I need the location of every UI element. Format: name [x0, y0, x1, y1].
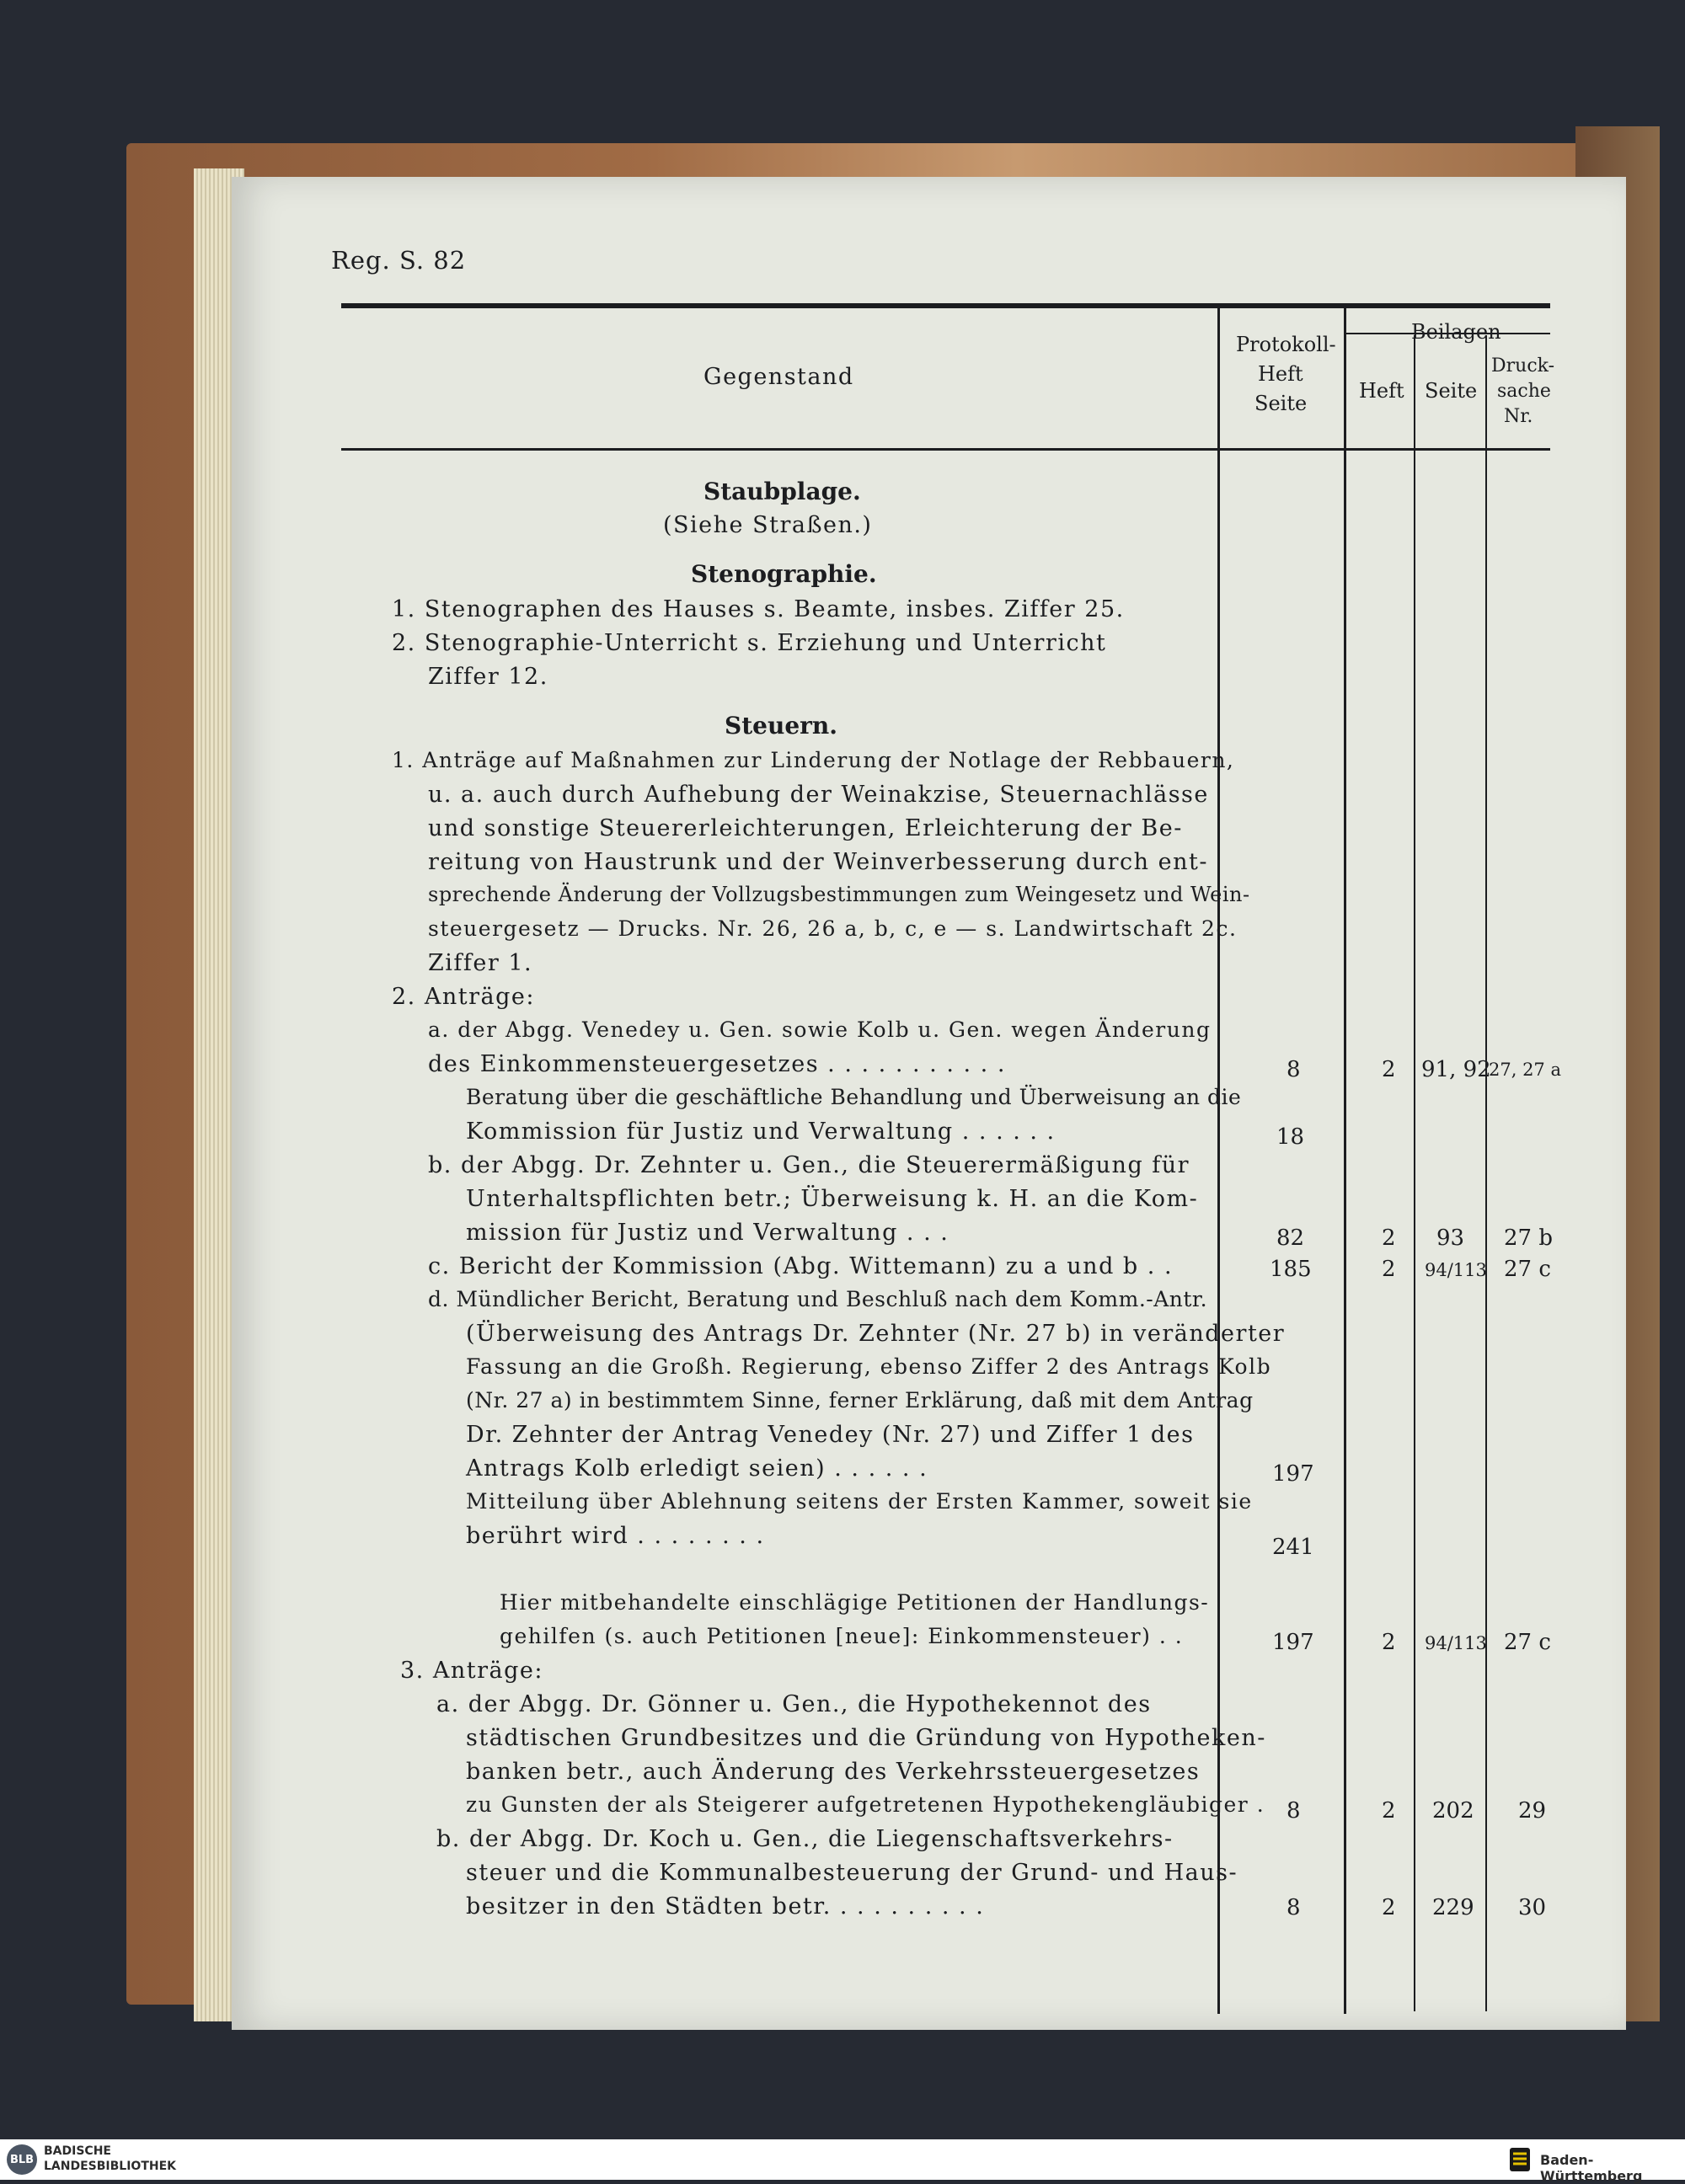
entry-line: 3. Anträge: [400, 1658, 543, 1684]
beilage-heft: 2 [1382, 1630, 1396, 1655]
entry-line: mission für Justiz und Verwaltung . . . [466, 1220, 949, 1246]
entry-line: c. Bericht der Kommission (Abg. Wittemann) zu a und b . . [428, 1253, 1174, 1279]
entry-line: 1. Anträge auf Maßnahmen zur Linderung der Notlage der Rebbauern, [392, 748, 1235, 772]
protokoll-seite: 197 [1272, 1461, 1314, 1487]
protokoll-seite: 82 [1276, 1225, 1305, 1251]
beilage-heft: 2 [1382, 1225, 1396, 1251]
beilage-seite: 91, 92 [1421, 1057, 1491, 1082]
entry-line: Antrags Kolb erledigt seien) . . . . . . [466, 1455, 928, 1482]
column-header-drucksache-3: Nr. [1504, 406, 1533, 427]
entry-line: 2. Stenographie-Unterricht s. Erziehung und Unterricht [392, 630, 1107, 656]
header-bottom-rule [341, 448, 1550, 451]
column-header-drucksache-1: Druck- [1491, 355, 1555, 376]
beilage-seite: 93 [1436, 1225, 1465, 1251]
protokoll-seite: 8 [1286, 1895, 1301, 1920]
running-header: Reg. S. 82 [331, 246, 467, 275]
column-header-heft: Heft [1359, 379, 1404, 403]
column-rule-seite [1414, 335, 1415, 2011]
library-name-line1: BADISCHE [44, 2144, 111, 2158]
entry-line: Kommission für Justiz und Verwaltung . . . . . . [466, 1119, 1056, 1145]
protokoll-seite: 18 [1276, 1124, 1305, 1150]
entry-line: berührt wird . . . . . . . . [466, 1523, 765, 1549]
baden-wuerttemberg-crest-icon [1508, 2146, 1532, 2173]
column-rule-protokoll [1217, 308, 1220, 2014]
drucksache-nr: 27, 27 a [1489, 1060, 1561, 1080]
entry-line: b. der Abgg. Dr. Zehnter u. Gen., die Steuerermäßigung für [428, 1152, 1190, 1178]
entry-line: (Überweisung des Antrags Dr. Zehnter (Nr. 27 b) in veränderter [466, 1321, 1286, 1347]
entry-line: des Einkommensteuergesetzes . . . . . . . . . . . [428, 1051, 1006, 1077]
column-header-drucksache-2: sache [1497, 381, 1551, 402]
column-header-protokoll-1: Protokoll- [1236, 333, 1336, 356]
section-heading: Steuern. [725, 712, 837, 740]
beilage-heft: 2 [1382, 1798, 1396, 1824]
beilage-seite: 94/113 [1425, 1633, 1487, 1653]
entry-line: banken betr., auch Änderung des Verkehrssteuergesetzes [466, 1759, 1201, 1785]
entry-line: städtischen Grundbesitzes und die Gründung von Hypotheken- [466, 1725, 1266, 1751]
entry-line: u. a. auch durch Aufhebung der Weinakzise, Steuernachlässe [428, 782, 1209, 808]
beilage-seite: 94/113 [1425, 1260, 1487, 1280]
section-heading: Stenographie. [691, 560, 877, 588]
entry-line: 2. Anträge: [392, 984, 535, 1010]
drucksache-nr: 29 [1518, 1798, 1547, 1824]
protokoll-seite: 8 [1286, 1798, 1301, 1824]
scanned-page [232, 177, 1626, 2030]
column-rule-drucksache [1485, 335, 1487, 2011]
entry-line: Beratung über die geschäftliche Behandlung und Überweisung an die [466, 1085, 1242, 1109]
entry-line: besitzer in den Städten betr. . . . . . . . . . [466, 1893, 985, 1920]
entry-line: 1. Stenographen des Hauses s. Beamte, insbes. Ziffer 25. [392, 596, 1125, 622]
entry-line: Fassung an die Großh. Regierung, ebenso Ziffer 2 des Antrags Kolb [466, 1354, 1272, 1379]
entry-line: und sonstige Steuererleichterungen, Erleichterung der Be- [428, 815, 1183, 841]
section-heading: Staubplage. [703, 478, 861, 505]
state-name: Baden-Württemberg [1540, 2152, 1643, 2184]
entry-line: gehilfen (s. auch Petitionen [neue]: Einkommensteuer) . . [500, 1624, 1184, 1648]
viewer-footer [0, 2139, 1685, 2184]
entry-line: sprechende Änderung der Vollzugsbestimmungen zum Weingesetz und Wein- [428, 883, 1250, 906]
protokoll-seite: 197 [1272, 1630, 1314, 1655]
column-header-beilagen: Beilagen [1411, 320, 1501, 344]
entry-line: Mitteilung über Ablehnung seitens der Ersten Kammer, soweit sie [466, 1489, 1253, 1514]
entry-line: steuergesetz — Drucks. Nr. 26, 26 a, b, c, e — s. Landwirtschaft 2c. [428, 916, 1238, 941]
beilage-heft: 2 [1382, 1257, 1396, 1282]
entry-line: Dr. Zehnter der Antrag Venedey (Nr. 27) und Ziffer 1 des [466, 1422, 1195, 1448]
entry-line: Hier mitbehandelte einschlägige Petitionen der Handlungs- [500, 1590, 1210, 1615]
protokoll-seite: 8 [1286, 1057, 1301, 1082]
entry-line: reitung von Haustrunk und der Weinverbesserung durch ent- [428, 849, 1208, 875]
beilage-seite: 202 [1432, 1798, 1474, 1824]
protokoll-seite: 241 [1272, 1535, 1314, 1560]
column-header-protokoll-3: Seite [1254, 392, 1308, 415]
drucksache-nr: 30 [1518, 1895, 1547, 1920]
beilage-heft: 2 [1382, 1057, 1396, 1082]
library-name-line2: LANDESBIBLIOTHEK [44, 2160, 177, 2173]
header-top-rule [341, 303, 1550, 308]
entry-line: zu Gunsten der als Steigerer aufgetretenen Hypothekengläubiger . [466, 1792, 1265, 1817]
column-rule-heft [1344, 308, 1346, 2014]
drucksache-nr: 27 b [1504, 1225, 1553, 1251]
column-header-seite: Seite [1425, 379, 1478, 403]
entry-line: a. der Abgg. Dr. Gönner u. Gen., die Hypothekennot des [436, 1691, 1152, 1717]
entry-line: b. der Abgg. Dr. Koch u. Gen., die Liegenschaftsverkehrs- [436, 1826, 1174, 1852]
entry-line: a. der Abgg. Venedey u. Gen. sowie Kolb u. Gen. wegen Änderung [428, 1017, 1212, 1042]
entry-line: (Siehe Straßen.) [663, 512, 873, 538]
entry-line: Unterhaltspflichten betr.; Überweisung k. H. an die Kom- [466, 1186, 1199, 1212]
blb-logo-icon[interactable]: BLB [7, 2144, 37, 2175]
entry-line: steuer und die Kommunalbesteuerung der Grund- und Haus- [466, 1860, 1238, 1886]
entry-line: Ziffer 12. [428, 664, 548, 690]
entry-line: d. Mündlicher Bericht, Beratung und Beschluß nach dem Komm.-Antr. [428, 1287, 1208, 1311]
entry-line: Ziffer 1. [428, 950, 533, 976]
protokoll-seite: 185 [1270, 1257, 1312, 1282]
entry-line: (Nr. 27 a) in bestimmtem Sinne, ferner Erklärung, daß mit dem Antrag [466, 1388, 1254, 1412]
beilage-heft: 2 [1382, 1895, 1396, 1920]
column-header-protokoll-2: Heft [1258, 362, 1303, 386]
beilage-seite: 229 [1432, 1895, 1474, 1920]
drucksache-nr: 27 c [1504, 1257, 1551, 1282]
drucksache-nr: 27 c [1504, 1630, 1551, 1655]
column-header-subject: Gegenstand [703, 364, 854, 390]
